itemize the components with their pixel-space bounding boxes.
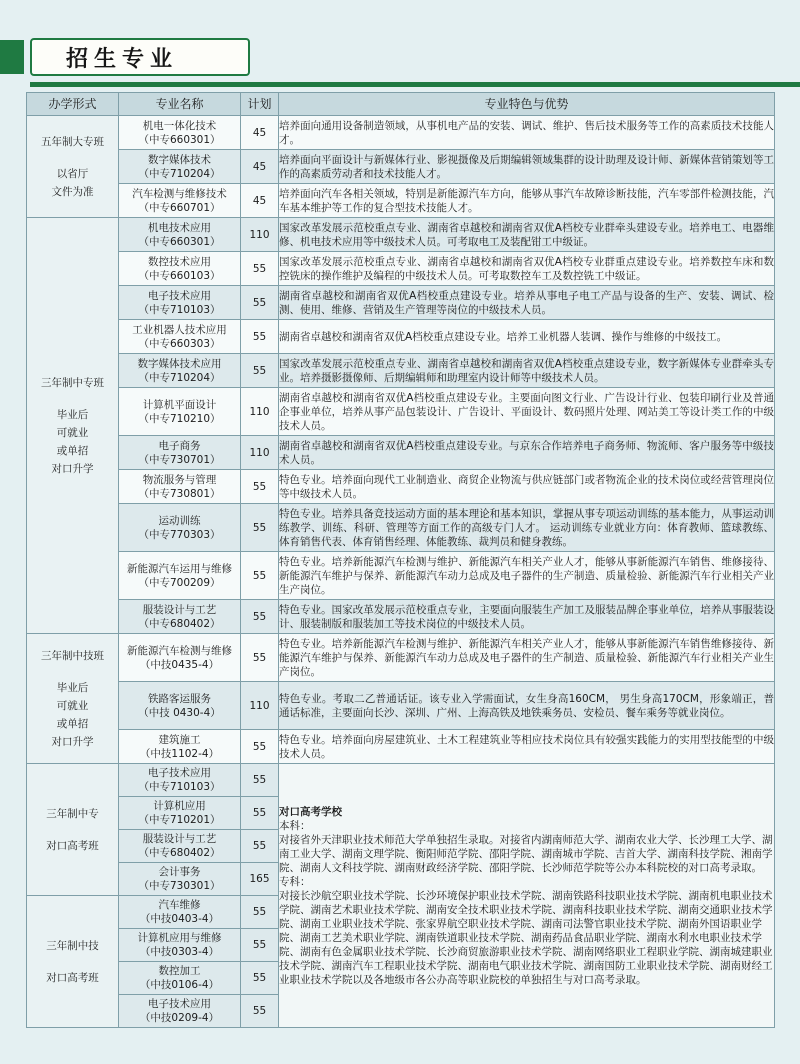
type-line: 可就业 bbox=[56, 426, 89, 439]
major-name-cell bbox=[119, 896, 241, 929]
feature-cell: 湖南省卓越校和湖南省双优A档校重点建设专业。主要面向图文行业、广告设计行业、包装印刷行业及普通企事业单位，培养从事产品包装设计、广告设计、平面设计、数码照片处理、网站美工等设计类工作的中级技术人员。 bbox=[279, 388, 775, 436]
major-name-cell bbox=[119, 320, 241, 354]
major-code: （中专680402） bbox=[138, 617, 221, 630]
plan-cell: 45 bbox=[241, 150, 279, 184]
major-name: 数字媒体技术 bbox=[148, 153, 211, 166]
major-name: 数字媒体技术应用 bbox=[137, 357, 222, 370]
major-name-cell bbox=[119, 286, 241, 320]
major-name: 计算机应用 bbox=[153, 800, 206, 812]
feature-cell: 特色专业。考取二乙普通话证。该专业入学需面试，女生身高160CM， 男生身高170CM，形象端正，普通话标准，主要面向长沙、深圳、广州、上海高铁及地铁乘务员、安检员、餐车乘务等就业岗位。 bbox=[279, 682, 775, 730]
plan-cell: 45 bbox=[241, 184, 279, 218]
major-name-cell bbox=[119, 929, 241, 962]
major-name: 新能源汽车检测与维修 bbox=[127, 644, 232, 657]
major-name-cell bbox=[119, 797, 241, 830]
table-row bbox=[27, 388, 775, 436]
table-row bbox=[27, 150, 775, 184]
feature-cell: 特色专业。培养面向现代工业制造业、商贸企业物流与供应链部门或者物流企业的技术岗位或经营管理岗位等中级技术人员。 bbox=[279, 470, 775, 504]
feature-cell: 特色专业。培养面向房屋建筑业、土木工程建筑业等相应技术岗位具有较强实践能力的实用型技能型的中级技术人员。 bbox=[279, 730, 775, 764]
table-row bbox=[27, 504, 775, 552]
plan-cell: 55 bbox=[241, 896, 279, 929]
major-name-cell bbox=[119, 830, 241, 863]
table-row bbox=[27, 470, 775, 504]
feature-cell: 国家改革发展示范校重点专业、湖南省卓越校和湖南省双优A档校重点建设专业，数字新媒体专业群牵头专业。培养摄影摄像师、后期编辑师和助理室内设计师等中级技术人员。 bbox=[279, 354, 775, 388]
header-major-name: 专业名称 bbox=[119, 93, 241, 116]
header-features: 专业特色与优势 bbox=[279, 93, 775, 116]
major-name: 电子技术应用 bbox=[148, 289, 211, 302]
plan-cell: 55 bbox=[241, 320, 279, 354]
plan-cell: 45 bbox=[241, 116, 279, 150]
feature-cell: 特色专业。国家改革发展示范校重点专业，主要面向服装生产加工及服装品牌企事业单位，培养从事服装设计、服装制版和服装加工等技术岗位的中级技术人员。 bbox=[279, 600, 775, 634]
plan-cell: 55 bbox=[241, 504, 279, 552]
feature-cell: 湖南省卓越校和湖南省双优A档校重点建设专业。与京东合作培养电子商务师、物流师、客户服务等中级技术人员。 bbox=[279, 436, 775, 470]
major-name: 汽车维修 bbox=[158, 899, 201, 911]
table-row bbox=[27, 436, 775, 470]
major-name: 会计事务 bbox=[158, 866, 201, 878]
major-code: （中技1102-4） bbox=[139, 747, 220, 760]
type-line: 或单招 bbox=[56, 717, 89, 730]
college-label: 专科： bbox=[279, 875, 311, 888]
major-code: （中专710204） bbox=[138, 371, 221, 384]
major-name-cell bbox=[119, 388, 241, 436]
major-code: （中技0435-4） bbox=[139, 658, 220, 671]
major-name-cell bbox=[119, 863, 241, 896]
major-name-cell bbox=[119, 962, 241, 995]
major-code: （中技0209-4） bbox=[139, 1012, 220, 1024]
feature-cell: 培养面向汽车各相关领域，特别是新能源汽车方向，能够从事汽车故障诊断技能，汽车零部件检测技能，汽车基本维护等工作的复合型技术技能人才。 bbox=[279, 184, 775, 218]
table-row bbox=[27, 682, 775, 730]
type-line: 三年制中技班 bbox=[41, 649, 104, 662]
major-name-cell bbox=[119, 995, 241, 1028]
table-row bbox=[27, 218, 775, 252]
major-name: 机电技术应用 bbox=[148, 221, 211, 234]
feature-cell: 特色专业。培养新能源汽车检测与维护、新能源汽车相关产业人才，能够从事新能源汽车销售、维修接待、新能源汽车维护与保养、新能源汽车动力总成及电子器件的生产制造、质量检验、新能源汽车行业相关产业生产岗位。 bbox=[279, 552, 775, 600]
feature-cell: 特色专业。培养新能源汽车检测与维护、新能源汽车相关产业人才，能够从事新能源汽车销售维修接待、新能源汽车维护与保养、新能源汽车动力总成及电子器件的生产制造、质量检验、新能源汽车行业相关产业生产岗位。 bbox=[279, 634, 775, 682]
type-line: 三年制中专 bbox=[46, 807, 99, 820]
plan-cell: 55 bbox=[241, 995, 279, 1028]
plan-cell: 55 bbox=[241, 552, 279, 600]
major-name: 电子技术应用 bbox=[148, 998, 211, 1010]
feature-cell: 国家改革发展示范校重点专业、湖南省卓越校和湖南省双优A档校专业群重点建设专业。培养数控车床和数控铣床的操作维护及编程的中级技术人员。可考取数控车工及数控铣工中级证。 bbox=[279, 252, 775, 286]
major-code: （中专710204） bbox=[138, 167, 221, 180]
major-name: 电子商务 bbox=[158, 439, 201, 452]
title-box bbox=[30, 38, 250, 76]
plan-cell: 55 bbox=[241, 730, 279, 764]
plan-cell: 55 bbox=[241, 929, 279, 962]
major-name-cell bbox=[119, 600, 241, 634]
major-name: 数控加工 bbox=[158, 965, 201, 977]
major-code: （中专660303） bbox=[138, 337, 221, 350]
table-row bbox=[27, 184, 775, 218]
major-name: 数控技术应用 bbox=[148, 255, 211, 268]
major-code: （中专710201） bbox=[138, 814, 221, 826]
plan-cell: 55 bbox=[241, 470, 279, 504]
major-name: 铁路客运服务 bbox=[148, 692, 211, 705]
page-title: 招生专业 bbox=[66, 46, 179, 72]
table-row bbox=[27, 730, 775, 764]
undergrad-label: 本科： bbox=[279, 819, 311, 832]
major-name: 新能源汽车运用与维修 bbox=[127, 562, 232, 575]
plan-cell: 55 bbox=[241, 600, 279, 634]
major-code: （中专680402） bbox=[138, 847, 221, 859]
major-code: （中专710103） bbox=[138, 781, 221, 793]
table-header-row bbox=[27, 93, 775, 116]
header-plan: 计划 bbox=[241, 93, 279, 116]
feature-cell: 特色专业。培养具备竞技运动方面的基本理论和基本知识，掌握从事专项运动训练的基本能力，从事运动训练教学、训练、科研、管理等方面工作的高级专门人才。 运动训练专业就业方向：体育教师、篮球教练、体育销售代表、体育销售经理、体能教练、裁判员和健身教练。 bbox=[279, 504, 775, 552]
feature-cell: 培养面向平面设计与新媒体行业、影视摄像及后期编辑领域集群的设计助理及设计师、新媒体营销策划等工作的高素质劳动者和技术技能人才。 bbox=[279, 150, 775, 184]
major-name-cell bbox=[119, 730, 241, 764]
table-row bbox=[27, 286, 775, 320]
plan-cell: 55 bbox=[241, 830, 279, 863]
major-code: （中专660103） bbox=[138, 269, 221, 282]
type-secondary-exam-class bbox=[27, 764, 119, 896]
major-name: 计算机平面设计 bbox=[142, 398, 217, 411]
major-code: （中专660701） bbox=[138, 201, 221, 214]
type-line: 可就业 bbox=[56, 699, 89, 712]
title-underline bbox=[30, 82, 800, 87]
major-name-cell bbox=[119, 354, 241, 388]
type-line: 毕业后 bbox=[56, 408, 89, 421]
major-code: （中专700209） bbox=[138, 576, 221, 589]
plan-cell: 110 bbox=[241, 218, 279, 252]
major-code: （中专770303） bbox=[138, 528, 221, 541]
type-line: 或单招 bbox=[56, 444, 89, 457]
major-name-cell bbox=[119, 252, 241, 286]
major-name-cell bbox=[119, 184, 241, 218]
major-code: （中专660301） bbox=[138, 133, 221, 146]
type-line: 三年制中专班 bbox=[41, 376, 104, 389]
type-line: 三年制中技 bbox=[46, 939, 99, 952]
feature-cell: 湖南省卓越校和湖南省双优A档校重点建设专业。培养从事电子电工产品与设备的生产、安装、调试、检测、使用、维修、营销及生产管理等岗位的中级技术人员。 bbox=[279, 286, 775, 320]
major-name-cell bbox=[119, 634, 241, 682]
major-name: 运动训练 bbox=[158, 514, 201, 527]
type-line: 五年制大专班 bbox=[41, 135, 104, 148]
table-row bbox=[27, 764, 775, 797]
type-five-year-college bbox=[27, 116, 119, 218]
major-code: （中技 0430-4） bbox=[138, 706, 221, 719]
type-technical-exam-class bbox=[27, 896, 119, 1028]
plan-cell: 110 bbox=[241, 436, 279, 470]
major-code: （中专730701） bbox=[138, 453, 221, 466]
major-name: 机电一体化技术 bbox=[142, 119, 217, 132]
major-name: 汽车检测与维修技术 bbox=[132, 187, 227, 200]
major-name: 工业机器人技术应用 bbox=[132, 323, 227, 336]
major-name: 计算机应用与维修 bbox=[137, 932, 222, 944]
major-code: （中专730301） bbox=[138, 880, 221, 892]
majors-table bbox=[26, 92, 775, 1028]
major-name-cell bbox=[119, 682, 241, 730]
major-code: （中专660301） bbox=[138, 235, 221, 248]
table-row bbox=[27, 634, 775, 682]
plan-cell: 110 bbox=[241, 682, 279, 730]
feature-cell: 国家改革发展示范校重点专业、湖南省卓越校和湖南省双优A档校专业群牵头建设专业。培养电工、电器维修、机电技术应用等中级技术人员。可考取电工及装配钳工中级证。 bbox=[279, 218, 775, 252]
feature-cell: 湖南省卓越校和湖南省双优A档校重点建设专业。培养工业机器人装调、操作与维修的中级技工。 bbox=[279, 320, 775, 354]
plan-cell: 55 bbox=[241, 634, 279, 682]
notes-heading: 对口高考学校 bbox=[279, 805, 342, 818]
plan-cell: 55 bbox=[241, 354, 279, 388]
exam-schools-notes bbox=[279, 764, 775, 1028]
major-name: 电子技术应用 bbox=[148, 767, 211, 779]
major-name-cell bbox=[119, 218, 241, 252]
plan-cell: 55 bbox=[241, 962, 279, 995]
feature-cell: 培养面向通用设备制造领域，从事机电产品的安装、调试、维护、售后技术服务等工作的高素质技术技能人才。 bbox=[279, 116, 775, 150]
plan-cell: 110 bbox=[241, 388, 279, 436]
major-name-cell bbox=[119, 504, 241, 552]
major-code: （中技0106-4） bbox=[139, 979, 220, 991]
type-line: 以省厅 bbox=[56, 167, 89, 180]
type-line: 对口升学 bbox=[51, 735, 94, 748]
major-code: （中专730801） bbox=[138, 487, 221, 500]
type-line: 文件为准 bbox=[51, 185, 94, 198]
major-name-cell bbox=[119, 436, 241, 470]
plan-cell: 55 bbox=[241, 286, 279, 320]
type-line: 对口升学 bbox=[51, 462, 94, 475]
major-code: （中技0403-4） bbox=[139, 913, 220, 925]
type-three-year-technical bbox=[27, 634, 119, 764]
table-row bbox=[27, 116, 775, 150]
major-name: 服装设计与工艺 bbox=[142, 833, 217, 845]
header-type: 办学形式 bbox=[27, 93, 119, 116]
type-line: 毕业后 bbox=[56, 681, 89, 694]
major-name: 建筑施工 bbox=[158, 733, 201, 746]
major-code: （中专710103） bbox=[138, 303, 221, 316]
type-line: 对口高考班 bbox=[46, 839, 99, 852]
undergrad-text: 对接省外天津职业技术师范大学单独招生录取。对接省内湖南师范大学、湖南农业大学、长沙理工大学、湖南工业大学、湖南文理学院、衡阳师范学院、邵阳学院、湖南城市学院、吉首大学、湖南科技学院、湘南学院、湖南人文科技学院、湖南财政经济学院、邵阳学院、长沙师范学院等公办本科院校的对口高考录取。 bbox=[279, 833, 773, 874]
major-code: （中技0303-4） bbox=[139, 946, 220, 958]
table-row bbox=[27, 600, 775, 634]
table-row bbox=[27, 320, 775, 354]
major-name: 服装设计与工艺 bbox=[142, 603, 217, 616]
type-line: 对口高考班 bbox=[46, 971, 99, 984]
table-row bbox=[27, 354, 775, 388]
plan-cell: 55 bbox=[241, 764, 279, 797]
major-code: （中专710210） bbox=[138, 412, 221, 425]
table-row bbox=[27, 252, 775, 286]
title-accent bbox=[0, 40, 24, 74]
major-name: 物流服务与管理 bbox=[142, 473, 217, 486]
major-name-cell bbox=[119, 470, 241, 504]
plan-cell: 55 bbox=[241, 797, 279, 830]
major-name-cell bbox=[119, 150, 241, 184]
plan-cell: 55 bbox=[241, 252, 279, 286]
major-name-cell bbox=[119, 116, 241, 150]
college-text: 对接长沙航空职业技术学院、长沙环境保护职业技术学院、湖南铁路科技职业技术学院、湖南机电职业技术学院、湖南艺术职业技术学院、湖南安全技术职业技术学院、湖南科技职业技术学院、湖南交通职业技术学院、湖南工业职业技术学院、张家界航空职业技术学院、湖南司法警官职业技术学院、湖南外国语职业学院、湖南工艺美术职业学院、湖南铁道职业技术学院、湖南药品食品职业学院、湖南水利水电职业技术学院、湖南有色金属职业技术学院、长沙商贸旅游职业技术学院、湖南网络职业工程职业学院、湖南城建职业技术学院、湖南汽车工程职业技术学院、湖南电气职业技术学院、湖南国防工业职业技术学院、湖南财经工业职业技术学院以及各地级市各公办高等职业院校的单独招生与对口高考录取。 bbox=[279, 889, 773, 986]
major-name-cell bbox=[119, 552, 241, 600]
type-three-year-secondary bbox=[27, 218, 119, 634]
major-name-cell bbox=[119, 764, 241, 797]
title-bar bbox=[0, 30, 800, 90]
plan-cell: 165 bbox=[241, 863, 279, 896]
table-row bbox=[27, 552, 775, 600]
